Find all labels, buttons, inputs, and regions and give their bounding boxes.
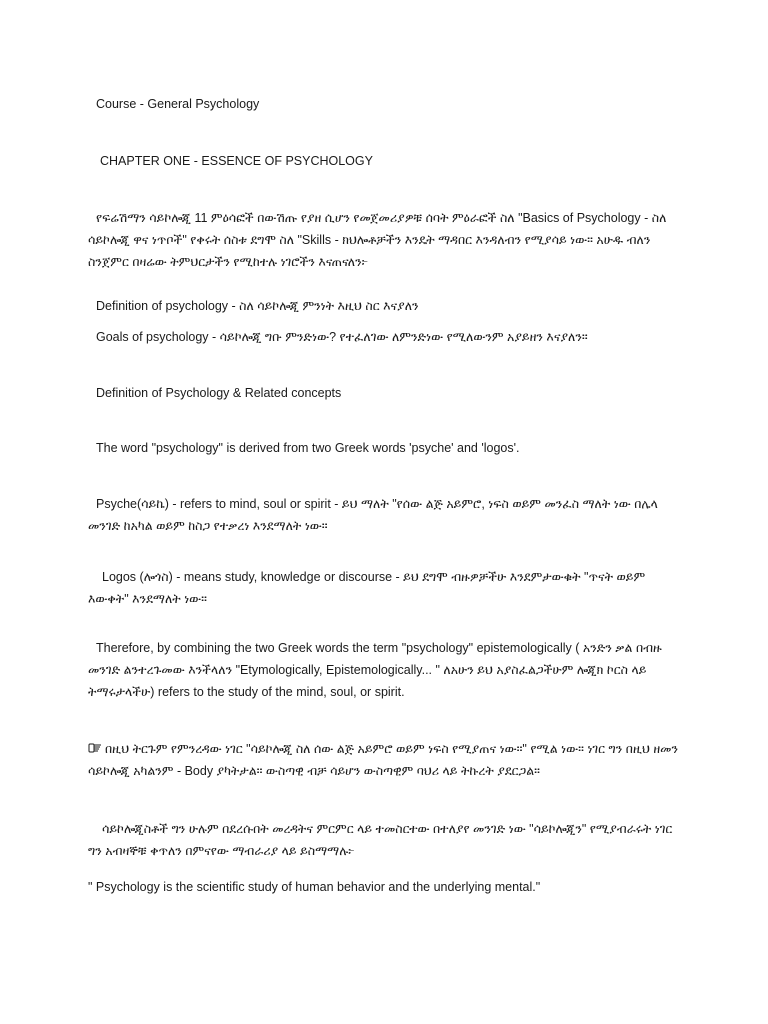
- related-concepts-heading: Definition of Psychology & Related concepts: [96, 386, 342, 400]
- chapter-title: CHAPTER ONE - ESSENCE OF PSYCHOLOGY: [100, 154, 373, 168]
- intro-paragraph: የፍሬሽማን ሳይኮሎጂ 11 ምዕሳፎች በውሽጡ የያዘ ሲሆን የመጀመሪያዎቹ ሰባት ምዕራፎች ስለ "Basics of Psychology - ስለ ሳይኮሎጂ ዋና ነጥቦች" የቀሩት ሰስቱ ደግሞ ስለ "Skills - ክህሎቶቻችን እንዴት ማዳበር እንዳለብን የሚያሳይ ነው። አሁዱ ብለን ስንጀምር በዛሬው ትምህርታችን የሚከተሉ ነገሮችን እናጠናለን፦: [88, 211, 667, 269]
- course-line: Course - General Psychology: [96, 97, 260, 111]
- derived-line: The word "psychology" is derived from two Greek words 'psyche' and 'logos'.: [96, 441, 520, 455]
- therefore-paragraph: Therefore, by combining the two Greek words the term "psychology" epistemologically ( አንድን ቃል በብዙ መንገድ ልንተረጉመው እንችላለን "Etymologically, Epistemologically... " ለአሁን ይህ አያስፈልጋችሁም ሎጂክ ኮርስ ላይ ትማሩታላችሁ) refers to the study of the mind, soul, or spirit.: [88, 641, 662, 699]
- psyche-paragraph: Psyche(ሳይኬ) - refers to mind, soul or spirit - ይህ ማለት "የሰው ልጅ አይምሮ, ነፍስ ወይም መንፈስ ማለት ነው በሌላ መንገድ ከአካል ወይም ከስጋ የተቃረነ እንደማለት ነው።: [88, 497, 658, 533]
- era-paragraph: [88, 738, 688, 782]
- goals-line: Goals of psychology - ሳይኮሎጂ ግቡ ምንድነው? የተፈለገው ለምንድነው የሚለውንም አያይዘን እናያለን።: [96, 330, 588, 344]
- psychologists-paragraph: ሳይኮሎጂስቶች ግን ሁሉም በደረሱበት መረዳትና ምርምር ላይ ተመስርተው በተለያየ መንገድ ነው "ሳይኮሎጂን" የሚያብራሩት ነገር ግን አብዛኞቹ ቀጥለን በምናየው ማብራሪያ ላይ ይስማማሉ፦: [88, 822, 673, 858]
- pointing-hand-icon: [88, 739, 103, 751]
- definition-line: Definition of psychology - ስለ ሳይኮሎጂ ምንነት እዚህ ስር እናያለን: [96, 299, 419, 313]
- era-paragraph-text: በዚህ ትርጉም የምንረዳው ነገር "ሳይኮሎጂ ስለ ሰው ልጅ አይምሮ ወይም ነፍስ የሚያጠና ነው።" የሚል ነው። ነገር ግን በዚህ ዘመን ሳይኮሎጂ አካልንም - Body ያካትታል። ውስጣዊ ብቻ ሳይሆን ውስጣዊም ባህሪ ላይ ትኩረት ያደርጋል።: [88, 742, 679, 778]
- quote-line: " Psychology is the scientific study of human behavior and the underlying mental.": [88, 880, 541, 894]
- logos-paragraph: Logos (ሎጎስ) - means study, knowledge or discourse - ይህ ደግሞ ብዙዎቻችሁ እንደምታውቁት "ጥናት ወይም እውቀት" እንደማለት ነው።: [88, 570, 646, 606]
